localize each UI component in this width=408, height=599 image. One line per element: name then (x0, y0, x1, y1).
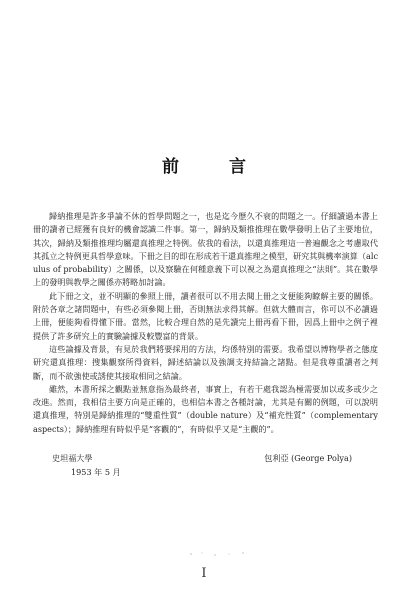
page-title: 前 言 (162, 157, 268, 177)
paragraph-2: 此下冊之文，並不明顯的參照上冊，讀者很可以不用去閱上冊之文便能夠瞭解主要的關係。附於各章之諸問題中，有些必須參閱上冊，否則無法求得其解。但就大體而言，你可以不必讀過上冊，便能夠看得懂下冊。當然，比較合理自然的是先讀完上冊再看下冊，因爲上冊中之例子裡提供了許多研究上的實驗論據及較豐富的背景。 (33, 290, 378, 341)
scan-specks (188, 551, 248, 557)
signature-row (52, 453, 352, 464)
paragraph-4: 雖然，本書所採之觀點並無意指為最終者，事實上，有若干處我認為極需要加以或多或少之改進。然而，我相信主要方向是正確的，也相信本書之各種討論，尤其是有關的例題，可以說明還真推理，特別是歸納推理的“雙重性質”（double nature）及“補充性質”（complementary aspects）；歸納推理有時似乎是“客觀的”，有時似乎又是“主觀的”。 (33, 383, 378, 434)
institution: 史坦福大學 (52, 453, 93, 463)
paragraph-3: 這些論據及背景，有見於我們將要採用的方法，均係特別的需要。我希望以博物學者之態度研究還真推理：搜集觀察所得資料，歸述結論以及強調支持結論之諸點。但是我尊重讀者之判斷，而不欲強使或誘使其接取相同之結論。 (33, 343, 378, 381)
paragraph-1: 歸納推理是許多爭論不休的哲學問題之一，也是迄今歷久不衰的問題之一。仔細讀過本書上冊的讀者已經獲有良好的機會認識二件事。第一，歸納及類推推理在數學發明上佔了主要地位，其次，歸納及類推推理均屬還真推理之特例。依我的看法，以還真推理這一普遍觀念之考慮取代其孤立之特例更具哲學意味。下冊之目的即在形成若干還真推理之模型，研究其與機率演算（alculus of probability）之關係，以及察驗在何種意義下可以視之為還真推理之“法則”。其在數學上的發明與教學之關係亦將略加討論。 (33, 211, 378, 288)
body-text (33, 210, 378, 436)
author-signature: 包利亞 (George Polya) (264, 453, 352, 463)
page-number: I (201, 566, 207, 581)
date: 1953 年 5 月 (71, 467, 121, 477)
